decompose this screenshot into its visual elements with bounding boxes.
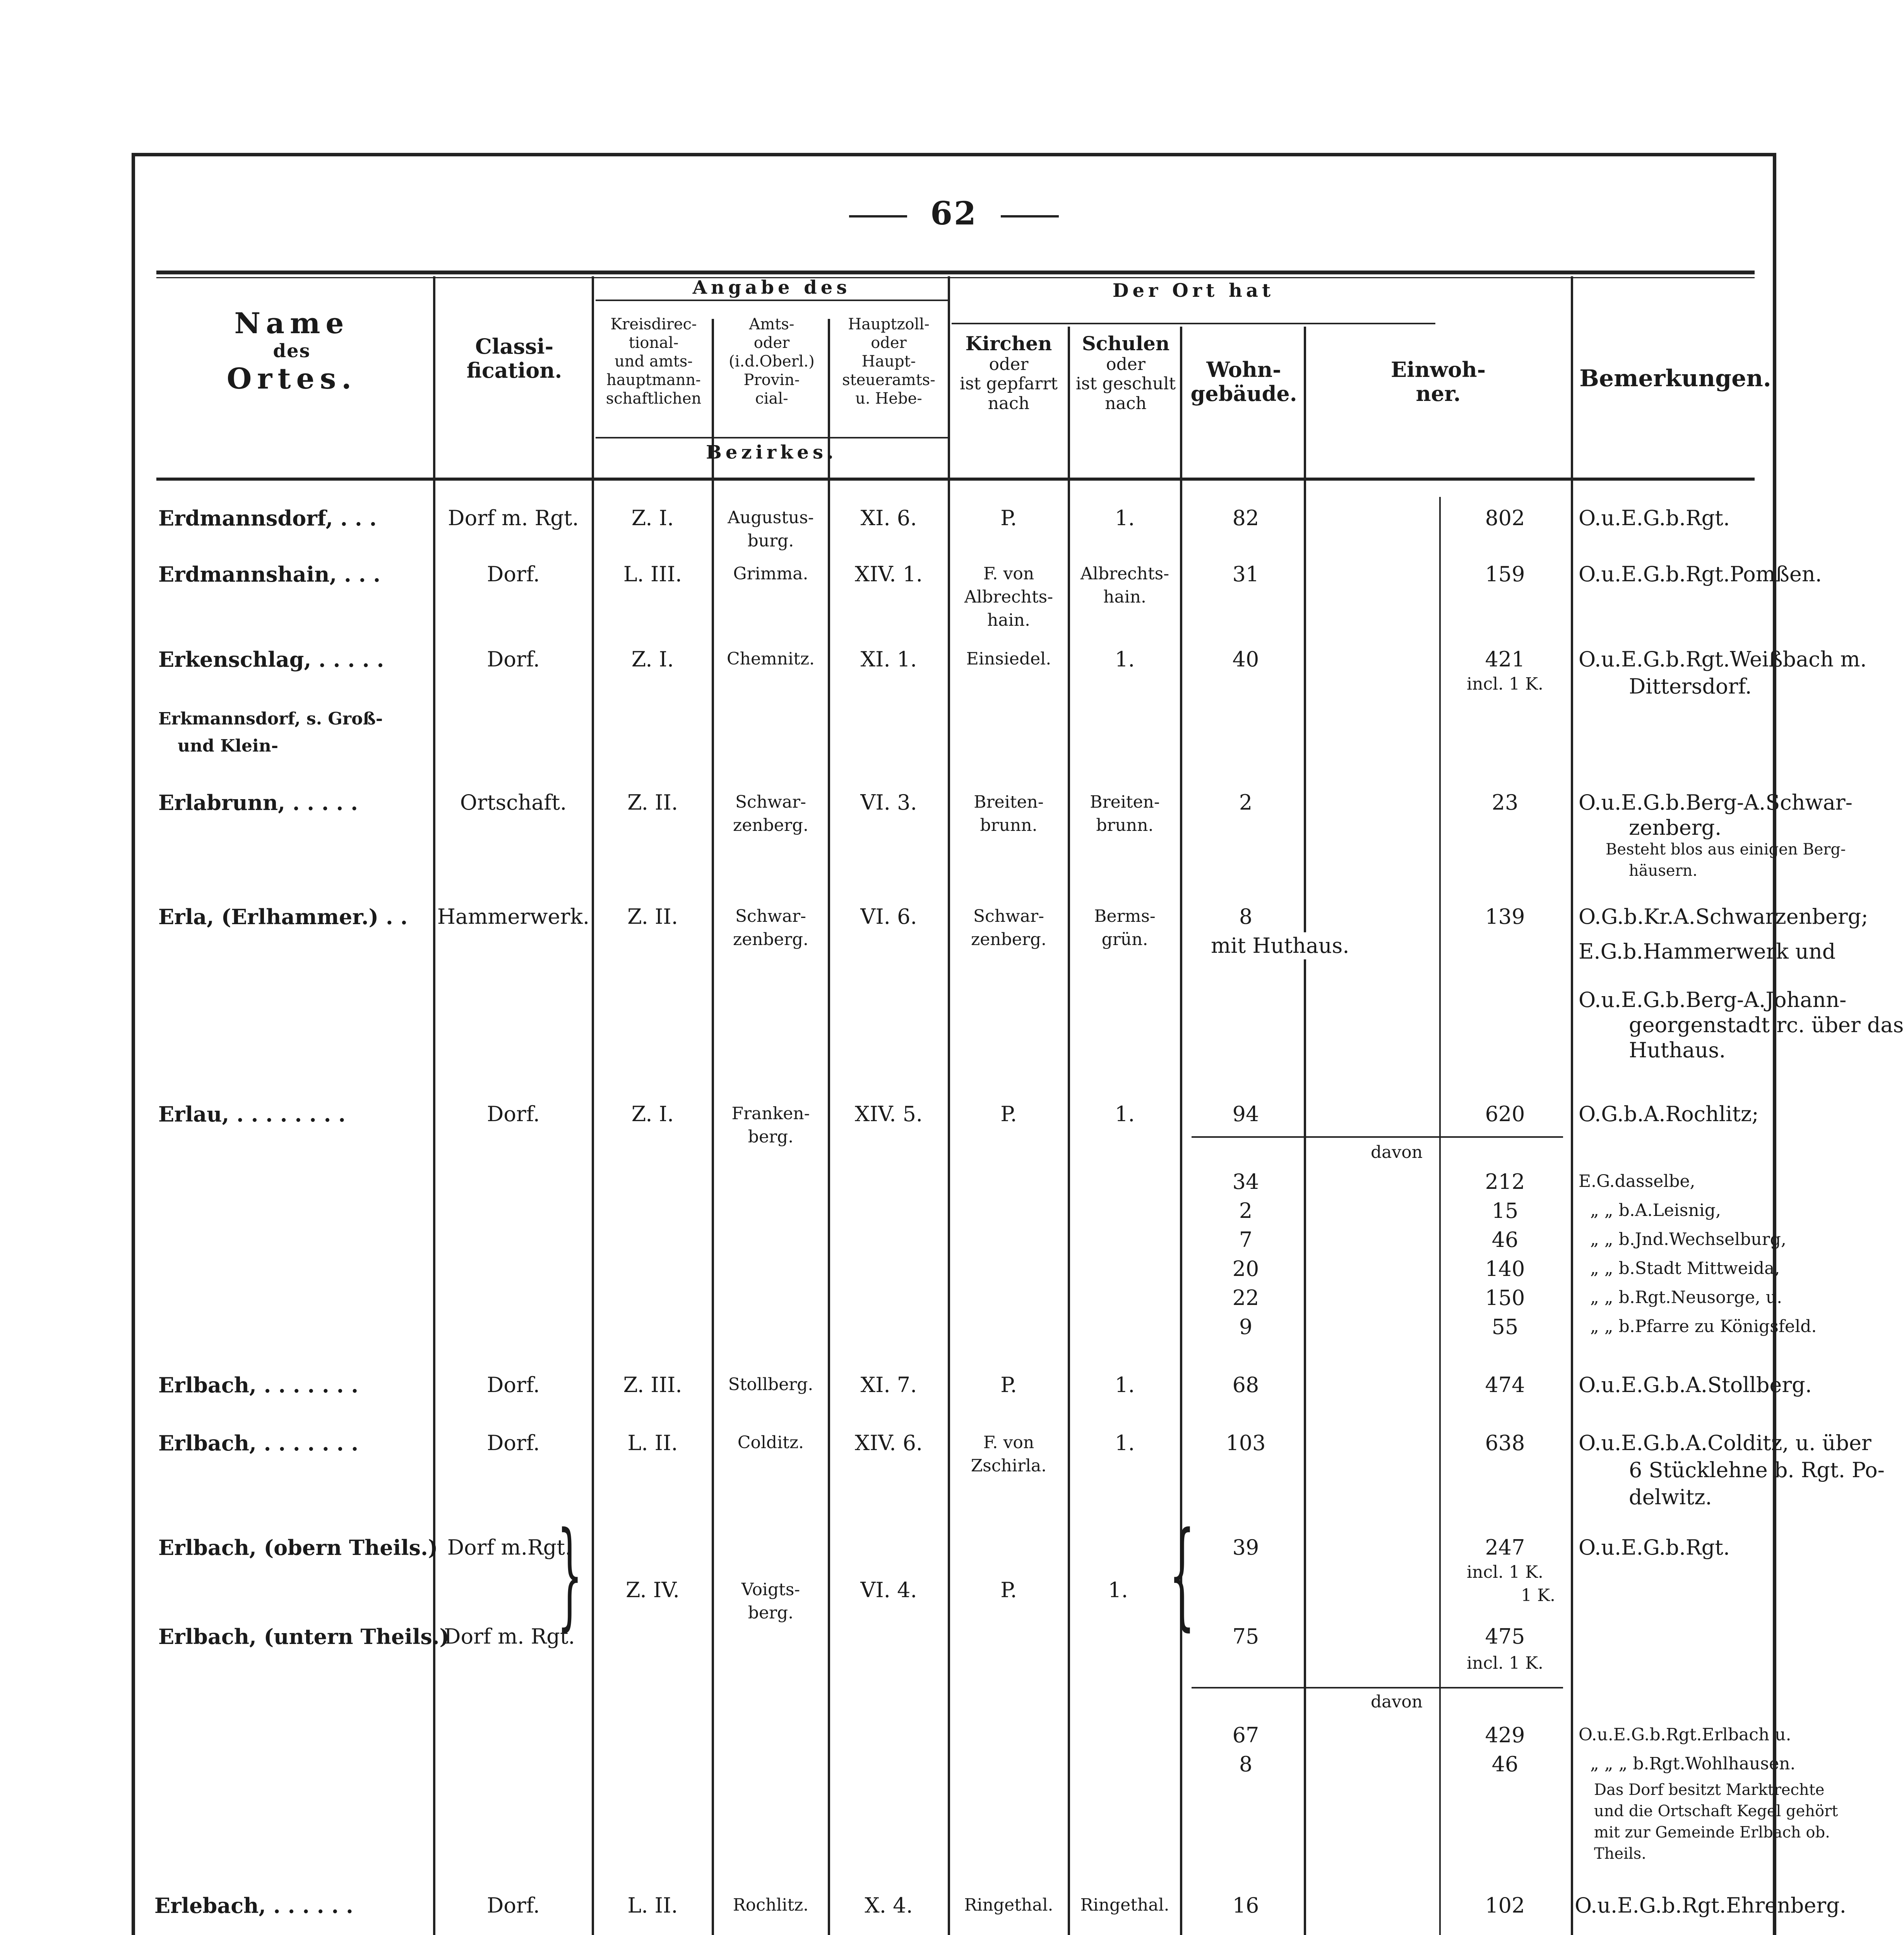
row12-name: Erlebach, . . . . . . <box>154 1893 353 1918</box>
row8-class: Dorf. <box>487 1373 540 1397</box>
row7-wohn: 94 <box>1232 1102 1259 1126</box>
row11-sub2-e: 46 <box>1491 1752 1519 1776</box>
row12-haupt: X. 4. <box>865 1893 913 1918</box>
row3-einw2: incl. 1 K. <box>1467 674 1543 694</box>
row10-name: Erlbach, (obern Theils.) <box>158 1535 438 1560</box>
header-haupt-l5: u. Hebe- <box>855 390 922 408</box>
header-kreis-l3: und amts- <box>615 353 693 370</box>
header-schulen-l4: nach <box>1105 393 1147 413</box>
row1-einw: 802 <box>1485 506 1525 530</box>
row8-einw: 474 <box>1485 1373 1525 1397</box>
row2-kirche3: hain. <box>987 610 1030 630</box>
row7-amt2: berg. <box>748 1127 794 1147</box>
header-amt-l3: (i.d.Oberl.) <box>729 353 815 370</box>
row9-bem1: O.u.E.G.b.A.Colditz, u. über <box>1579 1431 1871 1455</box>
row3-schule: 1. <box>1115 647 1135 671</box>
row5-amt2: zenberg. <box>733 815 808 835</box>
row3-class: Dorf. <box>487 647 540 671</box>
row11-einw2: incl. 1 K. <box>1467 1653 1543 1673</box>
row7-sub4-e: 140 <box>1485 1257 1525 1281</box>
row8-kirche: P. <box>1000 1373 1017 1397</box>
row5-schule2: brunn. <box>1096 815 1154 835</box>
row9-einw: 638 <box>1485 1431 1525 1455</box>
row9-class: Dorf. <box>487 1431 540 1455</box>
row7-einw: 620 <box>1485 1102 1525 1126</box>
header-haupt-l3: Haupt- <box>861 353 916 370</box>
row7-haupt: XIV. 5. <box>854 1102 923 1126</box>
col-line-10 <box>1571 276 1573 1935</box>
row7-class: Dorf. <box>487 1102 540 1126</box>
row11-davon-rule <box>1192 1687 1563 1688</box>
row1-wohn: 82 <box>1232 506 1259 530</box>
row2-bem: O.u.E.G.b.Rgt.Pomßen. <box>1579 562 1822 586</box>
row8-amt1: Stollberg. <box>728 1375 813 1394</box>
row7-sub3-w: 7 <box>1239 1228 1253 1252</box>
row8-haupt: XI. 7. <box>860 1373 917 1397</box>
header-kreis-l4: hauptmann- <box>606 371 701 389</box>
row4-name1: Erkmannsdorf, s. Groß- <box>158 709 383 729</box>
header-name-l2: des <box>273 340 311 362</box>
row2-amt1: Grimma. <box>733 564 808 584</box>
row12-class: Dorf. <box>487 1893 540 1918</box>
row7-amt1: Franken- <box>731 1104 810 1123</box>
row9-bem2: 6 Stücklehne b. Rgt. Po- <box>1629 1458 1885 1482</box>
row2-kirche1: F. von <box>983 564 1034 584</box>
row2-class: Dorf. <box>487 562 540 586</box>
row12-kreis: L. II. <box>627 1893 678 1918</box>
header-kirchen-l4: nach <box>988 393 1030 413</box>
header-kirchen-l3: ist gepfarrt <box>960 374 1058 394</box>
row1-amt2: burg. <box>747 531 794 551</box>
row11-class: Dorf m. Rgt. <box>444 1624 575 1649</box>
row1-amt1: Augustus- <box>728 508 814 527</box>
header-ort-hat: Der Ort hat <box>1112 280 1275 301</box>
row11-note4: Theils. <box>1594 1845 1646 1863</box>
row11-note2: und die Ortschaft Kegel gehört <box>1594 1802 1838 1820</box>
header-bezirkes: Bezirkes. <box>706 442 837 463</box>
row7-davon-rule <box>1192 1136 1563 1138</box>
header-schulen-l1: Schulen <box>1082 332 1170 355</box>
row11-note3: mit zur Gemeinde Erlbach ob. <box>1594 1824 1830 1841</box>
header-top-rule <box>156 271 1755 274</box>
row11-name: Erlbach, (untern Theils.) <box>158 1624 450 1649</box>
row6-bem5: Huthaus. <box>1629 1038 1726 1062</box>
row12-kirche: Ringethal. <box>964 1895 1053 1915</box>
row10g-kreis: Z. IV. <box>626 1578 680 1602</box>
header-name-l1: Name <box>234 307 349 340</box>
row4-name2: und Klein- <box>178 736 278 756</box>
header-schulen-l2: oder <box>1106 354 1145 374</box>
row1-schule: 1. <box>1115 506 1135 530</box>
row7-sub1-e: 212 <box>1485 1170 1525 1194</box>
row10g-amt1: Voigts- <box>741 1580 800 1599</box>
row9-bem3: delwitz. <box>1629 1485 1712 1509</box>
col-line-7 <box>1180 327 1182 1935</box>
row1-class: Dorf m. Rgt. <box>448 506 579 530</box>
row3-wohn: 40 <box>1232 647 1259 671</box>
header-kreis-l2: tional- <box>628 334 679 352</box>
row7-sub3-b: „ „ b.Jnd.Wechselburg, <box>1590 1229 1786 1249</box>
row2-wohn: 31 <box>1232 562 1259 586</box>
header-haupt <box>830 315 948 408</box>
row6-wohn2: mit Huthaus. <box>1211 932 1349 959</box>
row7-sub5-b: „ „ b.Rgt.Neusorge, u. <box>1590 1288 1782 1307</box>
row10-class: Dorf m.Rgt. <box>447 1535 572 1560</box>
row5-name: Erlabrunn, . . . . . <box>158 790 358 815</box>
row7-kirche: P. <box>1000 1102 1017 1126</box>
row1-bem: O.u.E.G.b.Rgt. <box>1579 506 1730 530</box>
schule-brace-icon: } <box>1169 1507 1195 1642</box>
row11-note1: Das Dorf besitzt Marktrechte <box>1594 1781 1825 1799</box>
row12-amt1: Rochlitz. <box>733 1895 809 1915</box>
row5-haupt: VI. 3. <box>860 790 917 815</box>
row9-kreis: L. II. <box>627 1431 678 1455</box>
row3-bem2: Dittersdorf. <box>1629 674 1752 699</box>
row5-kirche2: brunn. <box>980 815 1038 835</box>
header-haupt-l2: oder <box>871 334 907 352</box>
row5-class: Ortschaft. <box>460 790 567 815</box>
row12-wohn: 16 <box>1232 1893 1259 1918</box>
row6-schule1: Berms- <box>1094 906 1156 926</box>
row6-einw: 139 <box>1485 904 1525 929</box>
row12-bem: O.u.E.G.b.Rgt.Ehrenberg. <box>1575 1893 1846 1918</box>
row3-amt1: Chemnitz. <box>726 649 815 669</box>
row6-kirche1: Schwar- <box>973 906 1044 926</box>
row8-kreis: Z. III. <box>623 1373 682 1397</box>
row7-bem: O.G.b.A.Rochlitz; <box>1579 1102 1759 1126</box>
row7-sub3-e: 46 <box>1491 1228 1519 1252</box>
row1-kirche: P. <box>1000 506 1017 530</box>
row6-class: Hammerwerk. <box>437 904 590 929</box>
row7-sub6-e: 55 <box>1491 1315 1519 1339</box>
header-amt-l4: Provin- <box>743 371 800 389</box>
row3-haupt: XI. 1. <box>860 647 917 671</box>
row7-davon: davon <box>1358 1141 1435 1163</box>
row5-kreis: Z. II. <box>627 790 678 815</box>
header-amt-l1: Amts- <box>749 315 794 333</box>
page-number-text: 62 <box>930 195 978 232</box>
row11-sub1-b: O.u.E.G.b.Rgt.Erlbach u. <box>1579 1725 1791 1745</box>
row10-bem: O.u.E.G.b.Rgt. <box>1579 1535 1730 1560</box>
header-kirchen-l2: oder <box>989 354 1029 374</box>
row11-sub2-b: „ „ „ b.Rgt.Wohlhausen. <box>1590 1754 1796 1774</box>
row2-kirche2: Albrechts- <box>964 587 1053 607</box>
header-wohn-l1: Wohn- <box>1206 357 1281 382</box>
header-einw-l2: ner. <box>1416 381 1461 406</box>
row5-wohn: 2 <box>1239 790 1253 815</box>
row9-kirche2: Zschirla. <box>971 1456 1047 1476</box>
header-classification <box>437 334 592 382</box>
header-kreis <box>594 315 714 408</box>
row9-name: Erlbach, . . . . . . . <box>158 1431 359 1456</box>
header-kreis-l5: schaftlichen <box>606 390 702 408</box>
row7-sub4-b: „ „ b.Stadt Mittweida, <box>1590 1259 1780 1278</box>
row2-haupt: XIV. 1. <box>854 562 923 586</box>
header-schulen <box>1070 332 1182 413</box>
row9-wohn: 103 <box>1226 1431 1266 1455</box>
row3-name: Erkenschlag, . . . . . <box>158 647 384 672</box>
row11-sub1-e: 429 <box>1485 1723 1525 1747</box>
page-number <box>135 195 1773 232</box>
row6-bem2: E.G.b.Hammerwerk und <box>1579 939 1836 964</box>
row11-sub1-w: 67 <box>1232 1723 1259 1747</box>
row7-sub6-b: „ „ b.Pfarre zu Königsfeld. <box>1590 1317 1817 1336</box>
header-class-l1: Classi- <box>475 334 554 359</box>
row10-einw2: incl. 1 K. <box>1467 1562 1543 1582</box>
header-einw-l1: Einwoh- <box>1390 357 1486 382</box>
row2-name: Erdmannshain, . . . <box>158 562 381 587</box>
class-brace-icon: } <box>557 1507 583 1642</box>
row6-name: Erla, (Erlhammer.) . . <box>158 904 408 929</box>
row11-davon: davon <box>1358 1691 1435 1713</box>
header-amt <box>714 315 830 408</box>
row10g-schule: 1. <box>1108 1578 1128 1602</box>
row5-amt1: Schwar- <box>735 792 806 812</box>
row10-wohn: 39 <box>1232 1535 1259 1560</box>
row8-name: Erlbach, . . . . . . . <box>158 1373 359 1397</box>
row9-schule: 1. <box>1115 1431 1135 1455</box>
row5-schule1: Breiten- <box>1090 792 1160 812</box>
row7-sub5-e: 150 <box>1485 1286 1525 1310</box>
row10-einw3: 1 K. <box>1521 1586 1555 1605</box>
row11-einw: 475 <box>1485 1624 1525 1649</box>
row8-schule: 1. <box>1115 1373 1135 1397</box>
header-bemerkungen: Bemerkungen. <box>1579 365 1771 392</box>
header-einw <box>1306 358 1571 406</box>
row6-wohn: 8 <box>1239 904 1253 929</box>
header-class-l2: fication. <box>466 358 562 383</box>
row10-einw: 247 <box>1485 1535 1525 1560</box>
row7-sub6-w: 9 <box>1239 1315 1253 1339</box>
row12-schule: Ringethal. <box>1080 1895 1169 1915</box>
row5-bem1: O.u.E.G.b.Berg-A.Schwar- <box>1579 790 1853 815</box>
ort-hat-rule <box>952 323 1435 324</box>
header-amt-l2: oder <box>753 334 790 352</box>
header-wohn <box>1184 358 1304 406</box>
row7-sub2-e: 15 <box>1491 1199 1519 1223</box>
row5-bem4: häusern. <box>1629 862 1698 880</box>
row3-kreis: Z. I. <box>631 647 674 671</box>
col-line-9 <box>1439 497 1441 1935</box>
row10g-kirche: P. <box>1000 1578 1017 1602</box>
row2-kreis: L. III. <box>623 562 682 586</box>
row9-haupt: XIV. 6. <box>854 1431 923 1455</box>
header-name <box>156 307 427 396</box>
row3-bem1: O.u.E.G.b.Rgt.Weißbach m. <box>1579 647 1867 671</box>
row6-kreis: Z. II. <box>627 904 678 929</box>
row8-wohn: 68 <box>1232 1373 1259 1397</box>
row1-kreis: Z. I. <box>631 506 674 530</box>
row7-sub4-w: 20 <box>1232 1257 1259 1281</box>
row7-schule: 1. <box>1115 1102 1135 1126</box>
row3-kirche: Einsiedel. <box>966 649 1051 669</box>
row2-schule2: hain. <box>1103 587 1146 607</box>
row7-sub1-w: 34 <box>1232 1170 1259 1194</box>
row6-bem1: O.G.b.Kr.A.Schwarzenberg; <box>1579 904 1868 929</box>
row1-haupt: XI. 6. <box>860 506 917 530</box>
row5-kirche1: Breiten- <box>974 792 1044 812</box>
header-schulen-l3: ist geschult <box>1075 374 1176 394</box>
page-frame <box>132 153 1904 1935</box>
row6-schule2: grün. <box>1101 930 1148 949</box>
row6-amt1: Schwar- <box>735 906 806 926</box>
row7-name: Erlau, . . . . . . . . <box>158 1102 346 1127</box>
header-haupt-l4: steueramts- <box>842 371 935 389</box>
header-bottom-rule <box>156 478 1755 481</box>
row6-kirche2: zenberg. <box>971 930 1046 949</box>
row8-bem: O.u.E.G.b.A.Stollberg. <box>1579 1373 1812 1397</box>
row2-einw: 159 <box>1485 562 1525 586</box>
row9-kirche1: F. von <box>983 1433 1034 1452</box>
row10g-haupt: VI. 4. <box>860 1578 917 1602</box>
bezirkes-rule <box>596 437 948 438</box>
col-line-8 <box>1304 327 1306 1935</box>
row9-amt1: Colditz. <box>737 1433 804 1452</box>
header-name-l3: Ortes. <box>226 362 357 396</box>
page-number-dash-left <box>849 215 907 217</box>
row10g-amt2: berg. <box>748 1603 794 1623</box>
row5-bem3: Besteht blos aus einigen Berg- <box>1606 841 1846 858</box>
page-number-dash-right <box>1001 215 1059 217</box>
header-top-rule-thin <box>156 277 1755 278</box>
row5-bem2: zenberg. <box>1629 815 1722 840</box>
header-kirchen <box>950 332 1068 413</box>
row7-sub5-w: 22 <box>1232 1286 1259 1310</box>
angabe-rule <box>596 300 948 301</box>
header-kreis-l1: Kreisdirec- <box>610 315 697 333</box>
row6-amt2: zenberg. <box>733 930 808 949</box>
row1-name: Erdmannsdorf, . . . <box>158 506 377 531</box>
row7-sub1-b: E.G.dasselbe, <box>1579 1171 1695 1191</box>
header-haupt-l1: Hauptzoll- <box>848 315 930 333</box>
header-angabe: Angabe des <box>692 277 851 298</box>
row11-sub2-w: 8 <box>1239 1752 1253 1776</box>
row3-einw: 421 <box>1485 647 1525 671</box>
row7-kreis: Z. I. <box>631 1102 674 1126</box>
row6-haupt: VI. 6. <box>860 904 917 929</box>
row6-bem3: O.u.E.G.b.Berg-A.Johann- <box>1579 988 1847 1012</box>
row7-sub2-b: „ „ b.A.Leisnig, <box>1590 1200 1721 1220</box>
row12-einw: 102 <box>1485 1893 1525 1918</box>
header-amt-l5: cial- <box>755 390 788 408</box>
row7-sub2-w: 2 <box>1239 1199 1253 1223</box>
header-kirchen-l1: Kirchen <box>965 332 1052 355</box>
row5-einw: 23 <box>1491 790 1519 815</box>
header-wohn-l2: gebäude. <box>1190 381 1297 406</box>
row11-wohn: 75 <box>1232 1624 1259 1649</box>
row2-schule1: Albrechts- <box>1080 564 1169 584</box>
row6-bem4: georgenstadt rc. über das <box>1629 1013 1904 1037</box>
